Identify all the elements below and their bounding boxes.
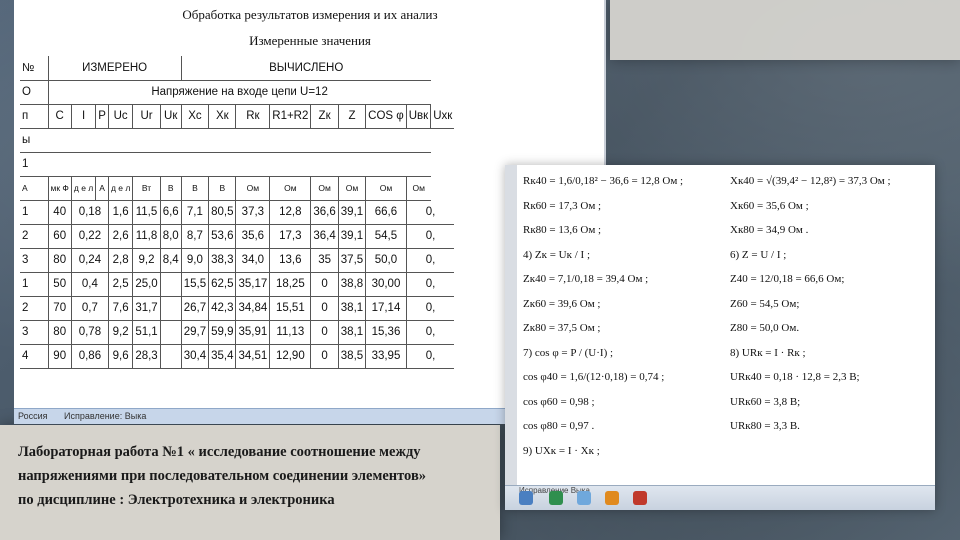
browser-icon[interactable] xyxy=(577,491,591,505)
column-header: С xyxy=(48,104,71,128)
caption-line: напряжениями при последовательном соединении элементов» xyxy=(18,468,427,484)
table-cell: 38,1 xyxy=(338,296,365,320)
column-header: R1+R2 xyxy=(270,104,311,128)
table-cell: 15,5 xyxy=(181,272,208,296)
table-row xyxy=(20,344,454,368)
table-cell: 25,0 xyxy=(133,272,160,296)
document-title: Обработка результатов измерения и их анализ xyxy=(182,7,438,22)
table-cell: 9,2 xyxy=(133,248,160,272)
table-cell: 2,6 xyxy=(108,224,132,248)
unit-cell: В xyxy=(160,176,181,200)
table-cell: 8,0 xyxy=(160,224,181,248)
ruler-bar xyxy=(505,165,517,510)
table-cell: 3 xyxy=(20,320,48,344)
column-header: Uвк xyxy=(406,104,430,128)
table-cell: 0,4 xyxy=(71,272,108,296)
table-cell xyxy=(160,344,181,368)
formula-line: Rк40 = 1,6/0,18² − 36,6 = 12,8 Ом ; xyxy=(523,175,684,187)
table-cell: 34,0 xyxy=(236,248,270,272)
table-cell: 1 xyxy=(20,272,48,296)
table-cell: 2 xyxy=(20,296,48,320)
table-cell: 15,36 xyxy=(366,320,407,344)
formula-line: Xк80 = 34,9 Ом . xyxy=(730,224,809,236)
column-header: COS φ xyxy=(366,104,407,128)
table-cell: 26,7 xyxy=(181,296,208,320)
table-cell: 80 xyxy=(48,248,71,272)
unit-cell: д е л xyxy=(108,176,132,200)
table-cell: 0,24 xyxy=(71,248,108,272)
formula-line: URк40 = 0,18 · 12,8 = 2,3 В; xyxy=(730,371,860,383)
table-cell: 0 xyxy=(311,296,338,320)
table-cell: 7,6 xyxy=(108,296,132,320)
table-cell: 35 xyxy=(311,248,338,272)
formula-line: 6) Z = U / I ; xyxy=(730,248,787,261)
table-cell: 17,14 xyxy=(366,296,407,320)
unit-cell: д е л xyxy=(71,176,95,200)
unit-cell: В xyxy=(181,176,208,200)
label-row xyxy=(20,152,454,176)
unit-cell: Ом xyxy=(311,176,338,200)
table-cell: 34,84 xyxy=(236,296,270,320)
table-cell: 0, xyxy=(406,200,454,224)
formula-line: Zк40 = 7,1/0,18 = 39,4 Ом ; xyxy=(523,273,649,285)
column-header: P xyxy=(96,104,109,128)
table-cell: 12,90 xyxy=(270,344,311,368)
slide-caption xyxy=(18,440,498,512)
table-cell: 17,3 xyxy=(270,224,311,248)
taskbar-label: Исправление xyxy=(519,486,569,495)
formula-line: URк60 = 3,8 В; xyxy=(730,395,801,408)
paper-scrap-top xyxy=(610,0,960,60)
results-table xyxy=(20,56,454,369)
table-cell: 28,3 xyxy=(133,344,160,368)
table-cell: 39,1 xyxy=(338,200,365,224)
unit-cell: В xyxy=(209,176,236,200)
table-cell: 9,0 xyxy=(181,248,208,272)
table-row xyxy=(20,248,454,272)
table-cell: 30,4 xyxy=(181,344,208,368)
formula-line: cos φ60 = 0,98 ; xyxy=(523,395,595,408)
column-header: Uc xyxy=(108,104,132,128)
formula-line: Rк80 = 13,6 Ом ; xyxy=(523,224,602,236)
formula-line: 8) URк = I · Rк ; xyxy=(730,346,806,359)
unit-cell: Вт xyxy=(133,176,160,200)
table-cell: 51,1 xyxy=(133,320,160,344)
table-cell: 15,51 xyxy=(270,296,311,320)
taskbar xyxy=(505,485,935,510)
table-cell: 59,9 xyxy=(209,320,236,344)
table-cell: 38,3 xyxy=(209,248,236,272)
table-cell: 11,8 xyxy=(133,224,160,248)
formula-line: 4) Zк = Uк / I ; xyxy=(523,248,590,261)
table-cell: 12,8 xyxy=(270,200,311,224)
table-cell: 38,1 xyxy=(338,320,365,344)
unit-cell: Ом xyxy=(270,176,311,200)
table-cell: 0,7 xyxy=(71,296,108,320)
table-cell: 1,6 xyxy=(108,200,132,224)
column-header: Xc xyxy=(181,104,208,128)
formula-line: cos φ40 = 1,6/(12·0,18) = 0,74 ; xyxy=(523,371,665,383)
table-cell: 0,18 xyxy=(71,200,108,224)
table-cell: 4 xyxy=(20,344,48,368)
label-cell: ы xyxy=(20,128,48,152)
table-cell: 2,5 xyxy=(108,272,132,296)
column-header: Uхк xyxy=(431,104,455,128)
formula-line: 9) UXк = I · Xк ; xyxy=(523,444,600,457)
table-cell: 80 xyxy=(48,320,71,344)
column-header: Xк xyxy=(209,104,236,128)
formula-line: Zк80 = 37,5 Ом ; xyxy=(523,322,601,334)
table-cell: 29,7 xyxy=(181,320,208,344)
table-cell: 0, xyxy=(406,272,454,296)
table-cell: 70 xyxy=(48,296,71,320)
unit-cell: Ом xyxy=(366,176,407,200)
caption-line: по дисциплине : Электротехника и электроника xyxy=(18,492,335,508)
column-header: Ur xyxy=(133,104,160,128)
table-cell: 31,7 xyxy=(133,296,160,320)
pdf-icon[interactable] xyxy=(633,491,647,505)
table-cell: 0, xyxy=(406,296,454,320)
caption-line: Лабораторная работа №1 « исследование соотношение между xyxy=(18,444,421,460)
table-cell: 36,6 xyxy=(311,200,338,224)
unit-cell: Ом xyxy=(338,176,365,200)
table-cell: 6,6 xyxy=(160,200,181,224)
table-cell: 0, xyxy=(406,248,454,272)
table-cell: 2,8 xyxy=(108,248,132,272)
table-cell: 18,25 xyxy=(270,272,311,296)
table-cell: 7,1 xyxy=(181,200,208,224)
table-cell: 54,5 xyxy=(366,224,407,248)
formula-line: Xк60 = 35,6 Ом ; xyxy=(730,199,809,212)
column-header: Uк xyxy=(160,104,181,128)
formula-line: cos φ80 = 0,97 . xyxy=(523,420,595,432)
table-cell: 37,5 xyxy=(338,248,365,272)
table-cell: 9,2 xyxy=(108,320,132,344)
table-cell: 53,6 xyxy=(209,224,236,248)
unit-cell: А xyxy=(20,176,48,200)
table-cell: 62,5 xyxy=(209,272,236,296)
table-cell: 0,78 xyxy=(71,320,108,344)
unit-cell: Ом xyxy=(236,176,270,200)
table-cell: 39,1 xyxy=(338,224,365,248)
header-cell: № xyxy=(20,56,48,80)
firefox-icon[interactable] xyxy=(605,491,619,505)
document-subtitle: Измеренные значения xyxy=(249,33,371,48)
table-cell: 90 xyxy=(48,344,71,368)
column-header: I xyxy=(71,104,95,128)
header-cell: О xyxy=(20,80,48,104)
table-cell: 60 xyxy=(48,224,71,248)
column-header-row xyxy=(20,104,454,128)
label-row xyxy=(20,128,454,152)
formula-line: Rк60 = 17,3 Ом ; xyxy=(523,199,602,212)
units-row xyxy=(20,176,454,200)
table-cell: 38,5 xyxy=(338,344,365,368)
unit-cell: мк Ф xyxy=(48,176,71,200)
header-calculated: ВЫЧИСЛЕНО xyxy=(181,56,431,80)
table-cell: 13,6 xyxy=(270,248,311,272)
column-header: Zк xyxy=(311,104,338,128)
table-cell: 2 xyxy=(20,224,48,248)
table-cell: 38,8 xyxy=(338,272,365,296)
column-header: Rк xyxy=(236,104,270,128)
table-cell xyxy=(160,272,181,296)
table-row xyxy=(20,320,454,344)
table-cell: 1 xyxy=(20,200,48,224)
table-cell: 80,5 xyxy=(209,200,236,224)
table-cell: 50 xyxy=(48,272,71,296)
media-icon[interactable] xyxy=(549,491,563,505)
table-cell: 34,51 xyxy=(236,344,270,368)
formula-line: Z80 = 50,0 Ом. xyxy=(730,322,800,334)
table-row xyxy=(20,200,454,224)
formula-line: Z40 = 12/0,18 = 66,6 Ом; xyxy=(730,273,845,285)
table-row xyxy=(20,272,454,296)
table-row xyxy=(20,296,454,320)
formula-line: Zк60 = 39,6 Ом ; xyxy=(523,297,601,310)
table-row xyxy=(20,224,454,248)
table-cell: 40 xyxy=(48,200,71,224)
table-cell: 35,91 xyxy=(236,320,270,344)
formula-line: Xк40 = √(39,4² − 12,8²) = 37,3 Ом ; xyxy=(730,175,891,187)
table-cell: 8,4 xyxy=(160,248,181,272)
table-cell: 35,6 xyxy=(236,224,270,248)
table-cell: 37,3 xyxy=(236,200,270,224)
header-row-1 xyxy=(20,56,454,80)
table-cell: 35,4 xyxy=(209,344,236,368)
table-cell xyxy=(160,320,181,344)
label-cell: 1 xyxy=(20,152,48,176)
header-voltage: Напряжение на входе цепи U=12 xyxy=(48,80,431,104)
status-revision: Исправление: Выка xyxy=(64,411,147,421)
table-cell: 0,86 xyxy=(71,344,108,368)
table-cell: 33,95 xyxy=(366,344,407,368)
table-cell: 0, xyxy=(406,320,454,344)
column-header: п xyxy=(20,104,48,128)
status-language: Россия xyxy=(18,411,48,421)
formula-line: URк80 = 3,3 В. xyxy=(730,420,800,432)
table-cell: 0 xyxy=(311,344,338,368)
table-cell: 30,00 xyxy=(366,272,407,296)
table-cell: 42,3 xyxy=(209,296,236,320)
unit-cell: А xyxy=(96,176,109,200)
table-cell: 9,6 xyxy=(108,344,132,368)
table-cell: 11,13 xyxy=(270,320,311,344)
table-cell: 0, xyxy=(406,344,454,368)
header-row-2 xyxy=(20,80,454,104)
table-cell xyxy=(160,296,181,320)
table-cell: 36,4 xyxy=(311,224,338,248)
table-cell: 3 xyxy=(20,248,48,272)
right-document xyxy=(505,165,935,510)
table-cell: 0 xyxy=(311,272,338,296)
table-cell: 8,7 xyxy=(181,224,208,248)
header-measured: ИЗМЕРЕНО xyxy=(48,56,181,80)
table-cell: 0 xyxy=(311,320,338,344)
explorer-icon[interactable] xyxy=(519,491,533,505)
unit-cell: Ом xyxy=(406,176,430,200)
formula-line: 7) cos φ = P / (U·I) ; xyxy=(523,346,614,359)
table-cell: 0,22 xyxy=(71,224,108,248)
table-cell: 66,6 xyxy=(366,200,407,224)
table-cell: 50,0 xyxy=(366,248,407,272)
table-cell: 35,17 xyxy=(236,272,270,296)
column-header: Z xyxy=(338,104,365,128)
table-cell: 11,5 xyxy=(133,200,160,224)
formula-line: Z60 = 54,5 Ом; xyxy=(730,297,800,310)
table-cell: 0, xyxy=(406,224,454,248)
